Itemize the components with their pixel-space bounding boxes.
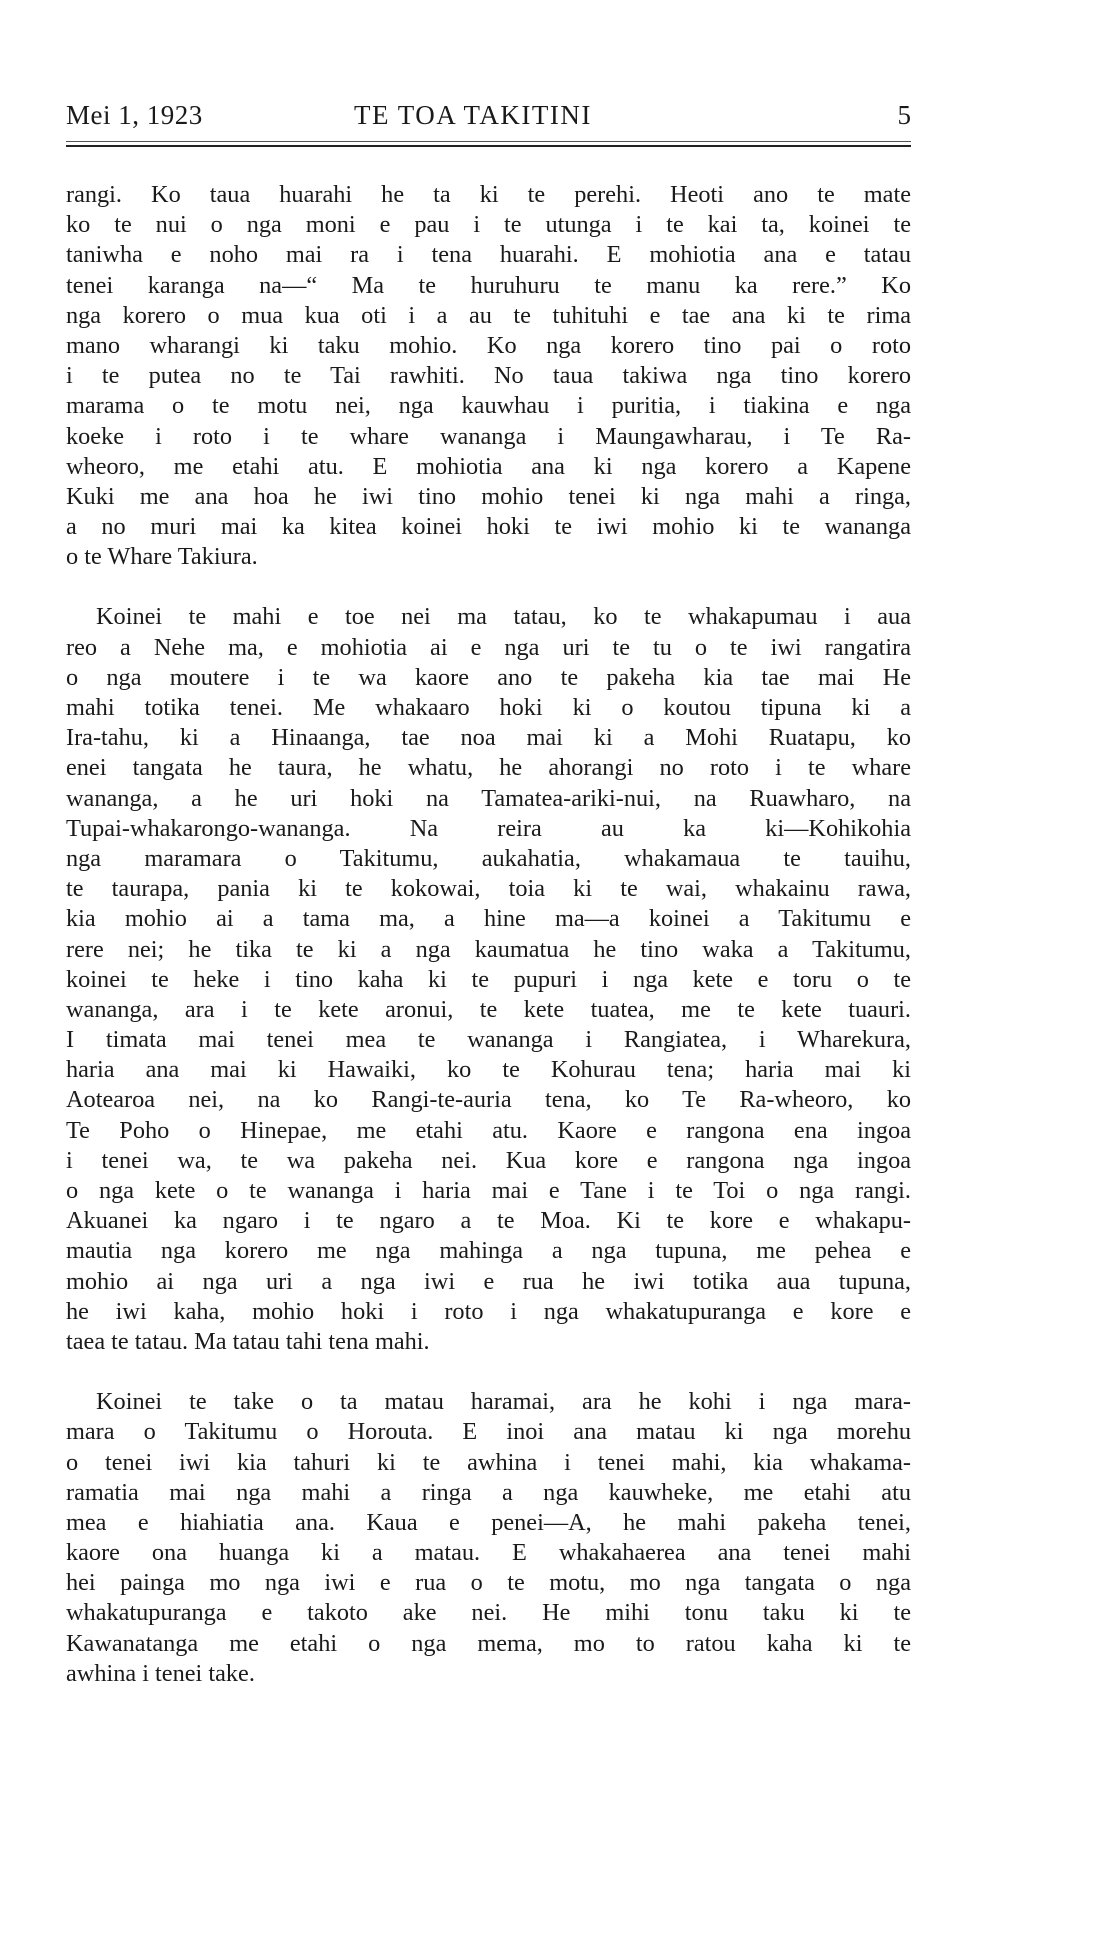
text-line: nga korero o mua kua oti i a au te tuhituhi e tae ana ki te rima <box>66 301 911 329</box>
header-rule-thick <box>66 145 911 147</box>
paragraph-gap <box>66 572 911 602</box>
text-line: Tupai-whakarongo-wananga. Na reira au ka ki—Kohikohia <box>66 814 911 842</box>
text-line: Kuki me ana hoa he iwi tino mohio tenei ki nga mahi a ringa, <box>66 482 911 510</box>
text-line: mano wharangi ki taku mohio. Ko nga korero tino pai o roto <box>66 331 911 359</box>
text-line: taea te tatau. Ma tatau tahi tena mahi. <box>66 1327 430 1355</box>
text-line: o tenei iwi kia tahuri ki te awhina i tenei mahi, kia whakama- <box>66 1448 911 1476</box>
text-line: mautia nga korero me nga mahinga a nga tupuna, me pehea e <box>66 1237 911 1265</box>
text-line: i te putea no te Tai rawhiti. No taua takiwa nga tino korero <box>66 362 911 390</box>
text-line: o nga moutere i te wa kaore ano te pakeha kia tae mai He <box>66 663 911 691</box>
text-line: mea e hiahiatia ana. Kaua e penei—A, he mahi pakeha tenei, <box>66 1508 911 1536</box>
text-line: te taurapa, pania ki te kokowai, toia ki te wai, whakainu rawa, <box>66 875 911 903</box>
text-line: mahi totika tenei. Me whakaaro hoki ki o koutou tipuna ki a <box>66 694 911 721</box>
text-line: whakatupuranga e takoto ake nei. He mihi tonu taku ki te <box>66 1599 911 1627</box>
text-line: he iwi kaha, mohio hoki i roto i nga whakatupuranga e kore e <box>66 1297 911 1325</box>
text-line: Te Poho o Hinepae, me etahi atu. Kaore e rangona ena ingoa <box>66 1116 911 1144</box>
text-line: o te Whare Takiura. <box>66 543 258 571</box>
text-line: wheoro, me etahi atu. E mohiotia ana ki nga korero a Kapene <box>66 452 911 480</box>
paragraph-3 <box>66 1387 911 1689</box>
text-line: rere nei; he tika te ki a nga kaumatua he tino waka a Takitumu, <box>66 935 911 963</box>
header-rule-thin <box>66 141 911 142</box>
text-line: ko te nui o nga moni e pau i te utunga i te kai ta, koinei te <box>66 211 911 239</box>
page-number: 5 <box>897 100 911 130</box>
text-line: ramatia mai nga mahi a ringa a nga kauwheke, me etahi atu <box>66 1478 911 1506</box>
text-line: haria ana mai ki Hawaiki, ko te Kohurau tena; haria mai ki <box>66 1056 911 1084</box>
text-line: koeke i roto i te whare wananga i Maungawharau, i Te Ra- <box>66 422 911 450</box>
text-line: kaore ona huanga ki a matau. E whakahaerea ana tenei mahi <box>66 1539 911 1567</box>
header-date: Mei 1, 1923 <box>66 100 203 130</box>
text-line: reo a Nehe ma, e mohiotia ai e nga uri te tu o te iwi rangatira <box>66 633 911 661</box>
text-line: tenei karanga na—“ Ma te huruhuru te manu ka rere.” Ko <box>66 271 911 299</box>
text-line: Akuanei ka ngaro i te ngaro a te Moa. Ki te kore e whakapu- <box>66 1207 911 1235</box>
paragraph-1 <box>66 180 911 572</box>
text-line: i tenei wa, te wa pakeha nei. Kua kore e rangona nga ingoa <box>66 1146 911 1174</box>
text-line: Koinei te take o ta matau haramai, ara he kohi i nga mara- <box>96 1388 911 1416</box>
text-line: Aotearoa nei, na ko Rangi-te-auria tena, ko Te Ra-wheoro, ko <box>66 1086 911 1114</box>
text-line: taniwha e noho mai ra i tena huarahi. E mohiotia ana e tatau <box>66 241 911 269</box>
running-head <box>66 100 911 136</box>
text-line: Koinei te mahi e toe nei ma tatau, ko te whakapumau i aua <box>96 603 911 631</box>
text-line: o nga kete o te wananga i haria mai e Tane i te Toi o nga rangi. <box>66 1177 911 1204</box>
text-line: Ira-tahu, ki a Hinaanga, tae noa mai ki a Mohi Ruatapu, ko <box>66 724 911 752</box>
text-line: kia mohio ai a tama ma, a hine ma—a koinei a Takitumu e <box>66 905 911 933</box>
text-line: awhina i tenei take. <box>66 1659 255 1687</box>
text-line: mara o Takitumu o Horouta. E inoi ana matau ki nga morehu <box>66 1418 911 1446</box>
text-line: marama o te motu nei, nga kauwhau i puritia, i tiakina e nga <box>66 392 911 420</box>
text-line: nga maramara o Takitumu, aukahatia, whakamaua te tauihu, <box>66 844 911 872</box>
text-line: Kawanatanga me etahi o nga mema, mo to ratou kaha ki te <box>66 1629 911 1657</box>
text-line: a no muri mai ka kitea koinei hoki te iwi mohio ki te wananga <box>66 513 911 541</box>
text-line: koinei te heke i tino kaha ki te pupuri i nga kete e toru o te <box>66 965 911 993</box>
text-line: enei tangata he taura, he whatu, he ahorangi no roto i te whare <box>66 754 911 782</box>
text-line: I timata mai tenei mea te wananga i Rangiatea, i Wharekura, <box>66 1026 911 1054</box>
text-line: wananga, a he uri hoki na Tamatea-ariki-nui, na Ruawharo, na <box>66 784 911 812</box>
article-body <box>66 180 911 1689</box>
paragraph-gap <box>66 1357 911 1387</box>
text-line: hei painga mo nga iwi e rua o te motu, mo nga tangata o nga <box>66 1569 911 1597</box>
text-line: rangi. Ko taua huarahi he ta ki te perehi. Heoti ano te mate <box>66 181 911 208</box>
paragraph-2 <box>66 602 911 1357</box>
header-title: TE TOA TAKITINI <box>354 100 592 130</box>
text-line: wananga, ara i te kete aronui, te kete tuatea, me te kete tuauri. <box>66 995 911 1023</box>
text-line: mohio ai nga uri a nga iwi e rua he iwi totika aua tupuna, <box>66 1267 911 1295</box>
